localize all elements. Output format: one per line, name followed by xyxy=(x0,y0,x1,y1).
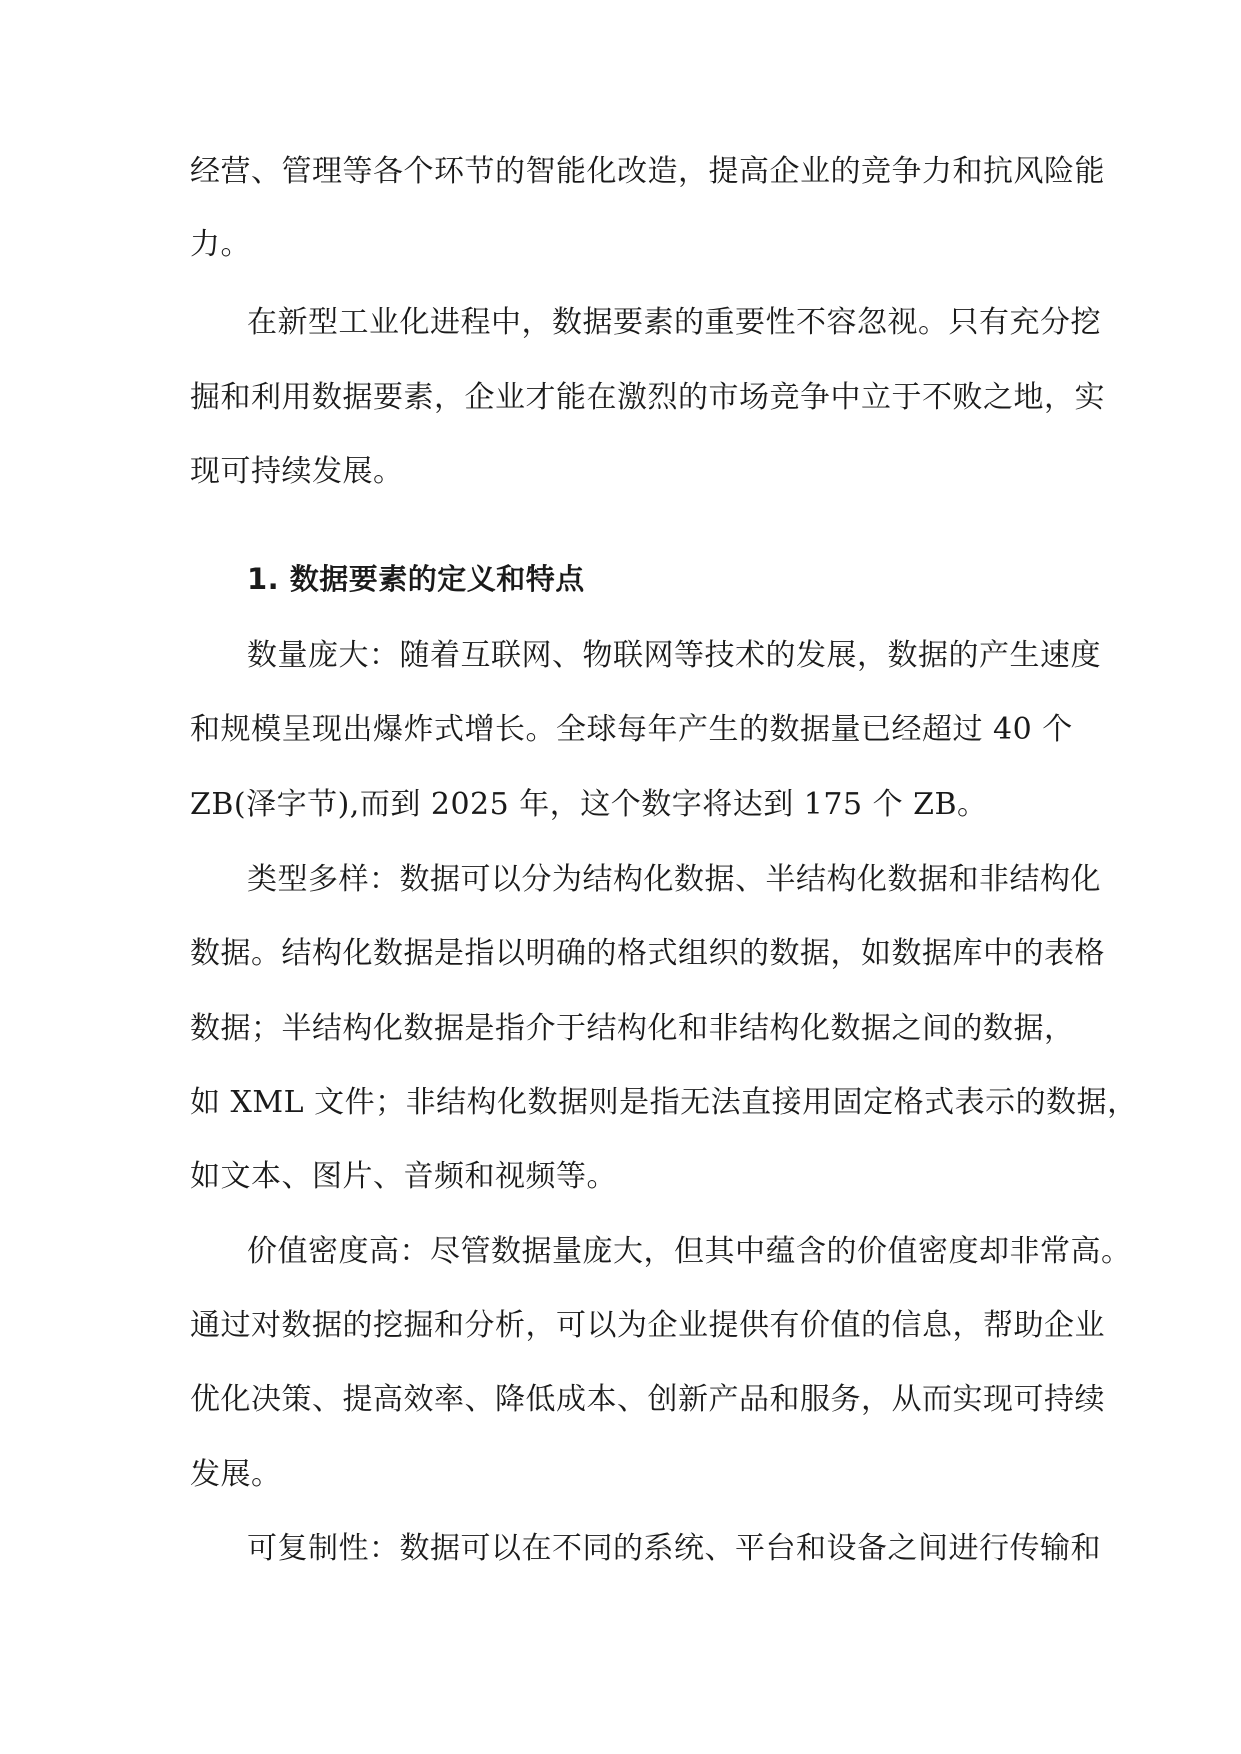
paragraph-volume-line-2: 和规模呈现出爆炸式增长。全球每年产生的数据量已经超过 40 个 xyxy=(190,712,1073,747)
paragraph-replicable-line-1: 可复制性：数据可以在不同的系统、平台和设备之间进行传输和 xyxy=(247,1531,1101,1566)
paragraph-importance-line-2: 掘和利用数据要素，企业才能在激烈的市场竞争中立于不败之地，实 xyxy=(190,380,1105,415)
paragraph-intro-line-1: 经营、管理等各个环节的智能化改造，提高企业的竞争力和抗风险能 xyxy=(190,154,1105,189)
paragraph-types-line-1: 类型多样：数据可以分为结构化数据、半结构化数据和非结构化 xyxy=(247,862,1101,897)
section-heading: 1. 数据要素的定义和特点 xyxy=(247,562,585,596)
paragraph-types-line-2: 数据。结构化数据是指以明确的格式组织的数据，如数据库中的表格 xyxy=(190,936,1105,971)
paragraph-value-line-3: 优化决策、提高效率、降低成本、创新产品和服务，从而实现可持续 xyxy=(190,1382,1105,1417)
paragraph-types-line-3: 数据；半结构化数据是指介于结构化和非结构化数据之间的数据， xyxy=(190,1011,1075,1046)
paragraph-types-line-4: 如 XML 文件；非结构化数据则是指无法直接用固定格式表示的数据， xyxy=(190,1085,1138,1120)
paragraph-volume-line-3: ZB(泽字节),而到 2025 年，这个数字将达到 175 个 ZB。 xyxy=(190,787,988,822)
paragraph-types-line-5: 如文本、图片、音频和视频等。 xyxy=(190,1159,617,1194)
paragraph-value-line-4: 发展。 xyxy=(190,1457,282,1492)
paragraph-value-line-1: 价值密度高：尽管数据量庞大，但其中蕴含的价值密度却非常高。 xyxy=(247,1234,1132,1269)
paragraph-importance-line-3: 现可持续发展。 xyxy=(190,454,404,489)
paragraph-intro-line-2: 力。 xyxy=(190,227,251,262)
paragraph-value-line-2: 通过对数据的挖掘和分析，可以为企业提供有价值的信息，帮助企业 xyxy=(190,1308,1105,1343)
paragraph-importance-line-1: 在新型工业化进程中，数据要素的重要性不容忽视。只有充分挖 xyxy=(247,305,1101,340)
paragraph-volume-line-1: 数量庞大：随着互联网、物联网等技术的发展，数据的产生速度 xyxy=(247,638,1101,673)
